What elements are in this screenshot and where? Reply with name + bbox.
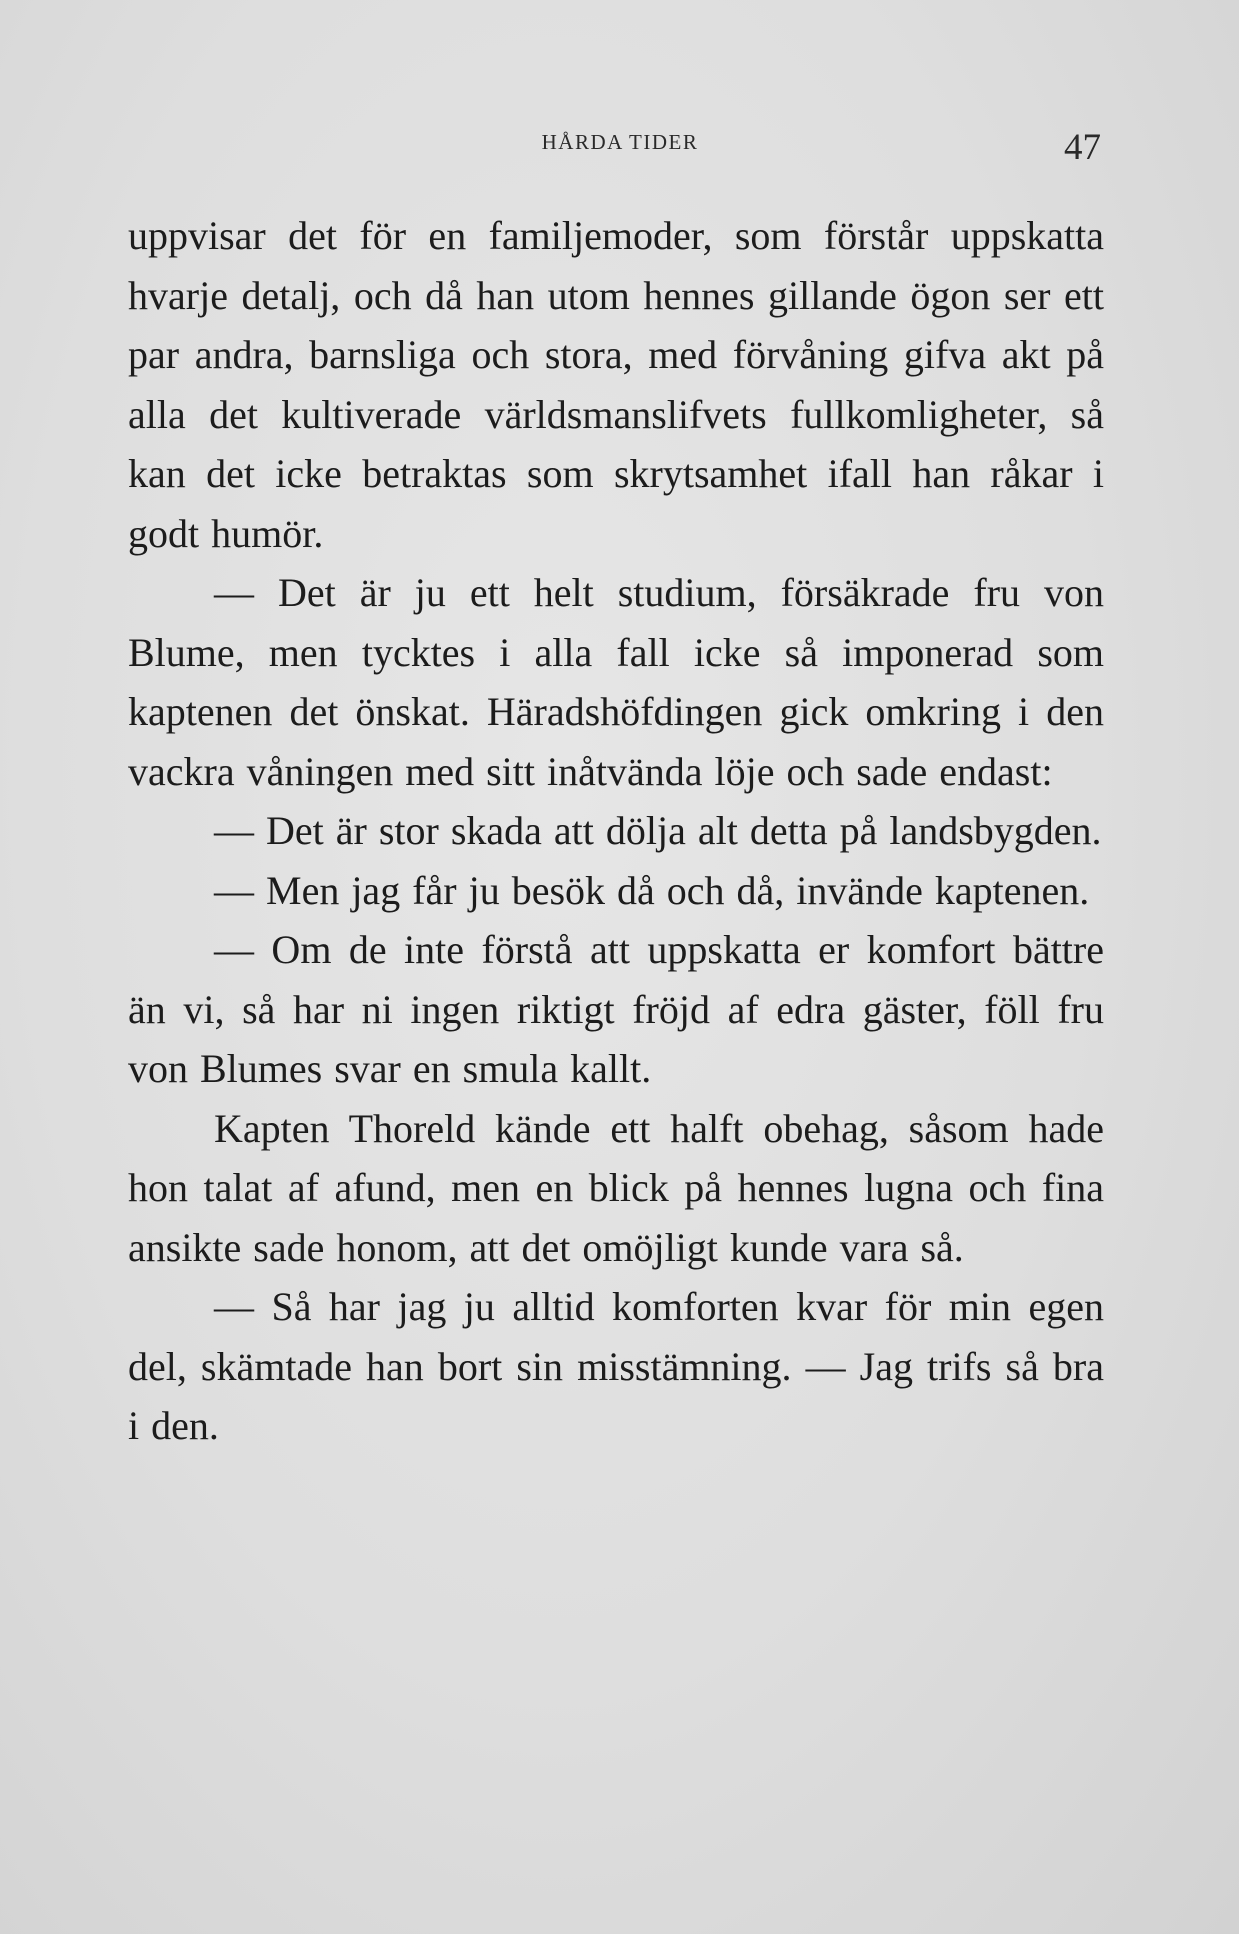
paragraph: — Så har jag ju alltid komforten kvar för min egen del, skämtade han bort sin misstämning. — Jag trifs så bra i den.	[128, 1284, 1104, 1448]
paragraph: — Det är stor skada att dölja alt detta på landsbygden.	[214, 808, 1102, 853]
paragraph: — Det är ju ett helt studium, försäkrade fru von Blume, men tycktes i alla fall icke så imponerad som kaptenen det önskat. Häradshöfdingen gick omkring i den vackra våningen med sitt inåtvända löje och sade endast:	[128, 570, 1104, 794]
paragraph: — Om de inte förstå att uppskatta er komfort bättre än vi, så har ni ingen riktigt fröjd af edra gäster, föll fru von Blumes svar en smula kallt.	[128, 927, 1104, 1091]
body-text	[128, 206, 1104, 1456]
paragraph: — Men jag får ju besök då och då, invände kaptenen.	[214, 867, 1090, 913]
running-title: HÅRDA TIDER	[541, 130, 699, 154]
running-header	[0, 126, 1239, 166]
page-number: 47	[1064, 127, 1101, 168]
paragraph: Kapten Thoreld kände ett halft obehag, såsom hade hon talat af afund, men en blick på hennes lugna och fina ansikte sade honom, att det omöjligt kunde vara så.	[128, 1105, 1104, 1270]
paragraph: uppvisar det för en familjemoder, som förstår uppskatta hvarje detalj, och då han utom hennes gillande ögon ser ett par andra, barnsliga och stora, med förvåning gifva akt på alla det kultiverade världsmanslifvets fullkomligheter, så kan det icke betraktas som skrytsamhet ifall han råkar i godt humör.	[128, 213, 1104, 556]
